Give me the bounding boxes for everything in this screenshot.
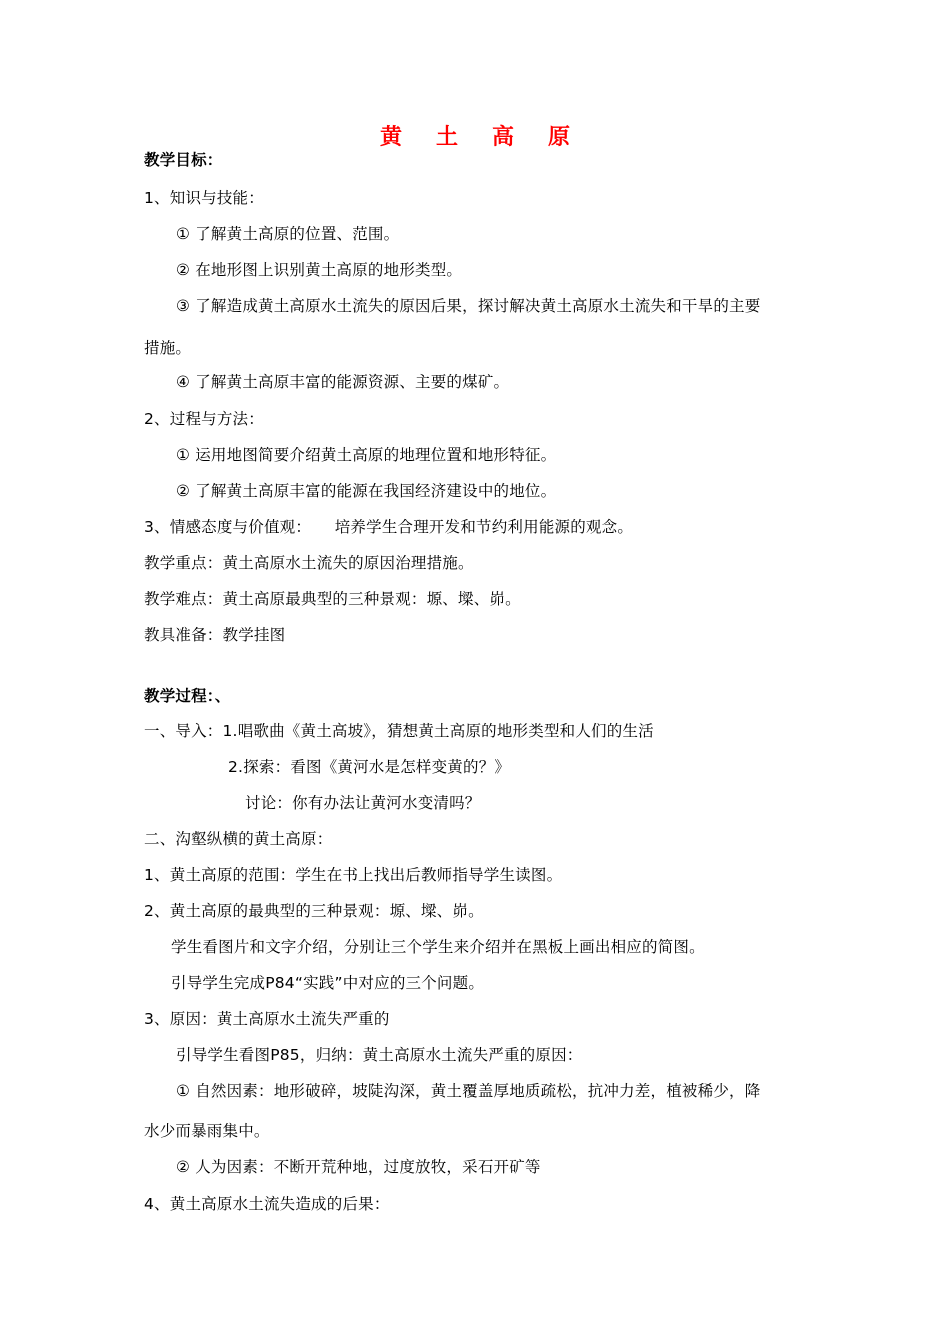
section-two-item-3-a: 引导学生看图P85，归纳：黄土高原水土流失严重的原因： — [176, 1046, 583, 1064]
goal-attitude: 3、情感态度与价值观： 培养学生合理开发和节约利用能源的观念。 — [144, 518, 634, 536]
section-two-item-3: 3、原因：黄土高原水土流失严重的 — [144, 1010, 390, 1028]
goal-knowledge-item-4: ④ 了解黄土高原丰富的能源资源、主要的煤矿。 — [176, 373, 510, 391]
goal-knowledge-item-3-cont: 措施。 — [144, 339, 192, 357]
goal-process-item-2: ② 了解黄土高原丰富的能源在我国经济建设中的地位。 — [176, 482, 557, 500]
process-intro-explore: 2.探索：看图《黄河水是怎样变黄的？》 — [228, 758, 511, 776]
page-title: 黄土高原 — [379, 125, 604, 150]
section-two-item-1: 1、黄土高原的范围：学生在书上找出后教师指导学生读图。 — [144, 866, 563, 884]
section-two-item-2-b: 引导学生完成P84“实践”中对应的三个问题。 — [171, 974, 485, 992]
natural-factors: ① 自然因素：地形破碎，坡陡沟深，黄土覆盖厚地质疏松，抗冲力差，植被稀少，降 — [176, 1082, 761, 1100]
goal-process: 2、过程与方法： — [144, 410, 264, 428]
section-two-item-2-a: 学生看图片和文字介绍，分别让三个学生来介绍并在黑板上画出相应的简图。 — [171, 938, 705, 956]
process-heading: 教学过程：、 — [144, 687, 231, 705]
teaching-tools: 教具准备：教学挂图 — [144, 626, 286, 644]
section-two-heading: 二、沟壑纵横的黄土高原： — [144, 830, 333, 848]
section-two-item-2: 2、黄土高原的最典型的三种景观：塬、墚、峁。 — [144, 902, 484, 920]
goal-process-item-1: ① 运用地图简要介绍黄土高原的地理位置和地形特征。 — [176, 446, 557, 464]
goals-heading: 教学目标： — [144, 151, 223, 169]
goal-knowledge-item-2: ② 在地形图上识别黄土高原的地形类型。 — [176, 261, 463, 279]
difficulty: 教学难点：黄土高原最典型的三种景观：塬、墚、峁。 — [144, 590, 521, 608]
process-intro-discuss: 讨论：你有办法让黄河水变清吗？ — [245, 794, 481, 812]
goal-knowledge-item-1: ① 了解黄土高原的位置、范围。 — [176, 225, 400, 243]
human-factors: ② 人为因素：不断开荒种地，过度放牧，采石开矿等 — [176, 1158, 541, 1176]
goal-knowledge: 1、知识与技能： — [144, 189, 264, 207]
section-two-item-4: 4、黄土高原水土流失造成的后果： — [144, 1195, 390, 1213]
natural-factors-cont: 水少而暴雨集中。 — [144, 1122, 270, 1140]
key-point: 教学重点：黄土高原水土流失的原因治理措施。 — [144, 554, 474, 572]
process-intro: 一、导入：1.唱歌曲《黄土高坡》，猜想黄土高原的地形类型和人们的生活 — [144, 722, 654, 740]
goal-knowledge-item-3: ③ 了解造成黄土高原水土流失的原因后果，探讨解决黄土高原水土流失和干旱的主要 — [176, 297, 761, 315]
